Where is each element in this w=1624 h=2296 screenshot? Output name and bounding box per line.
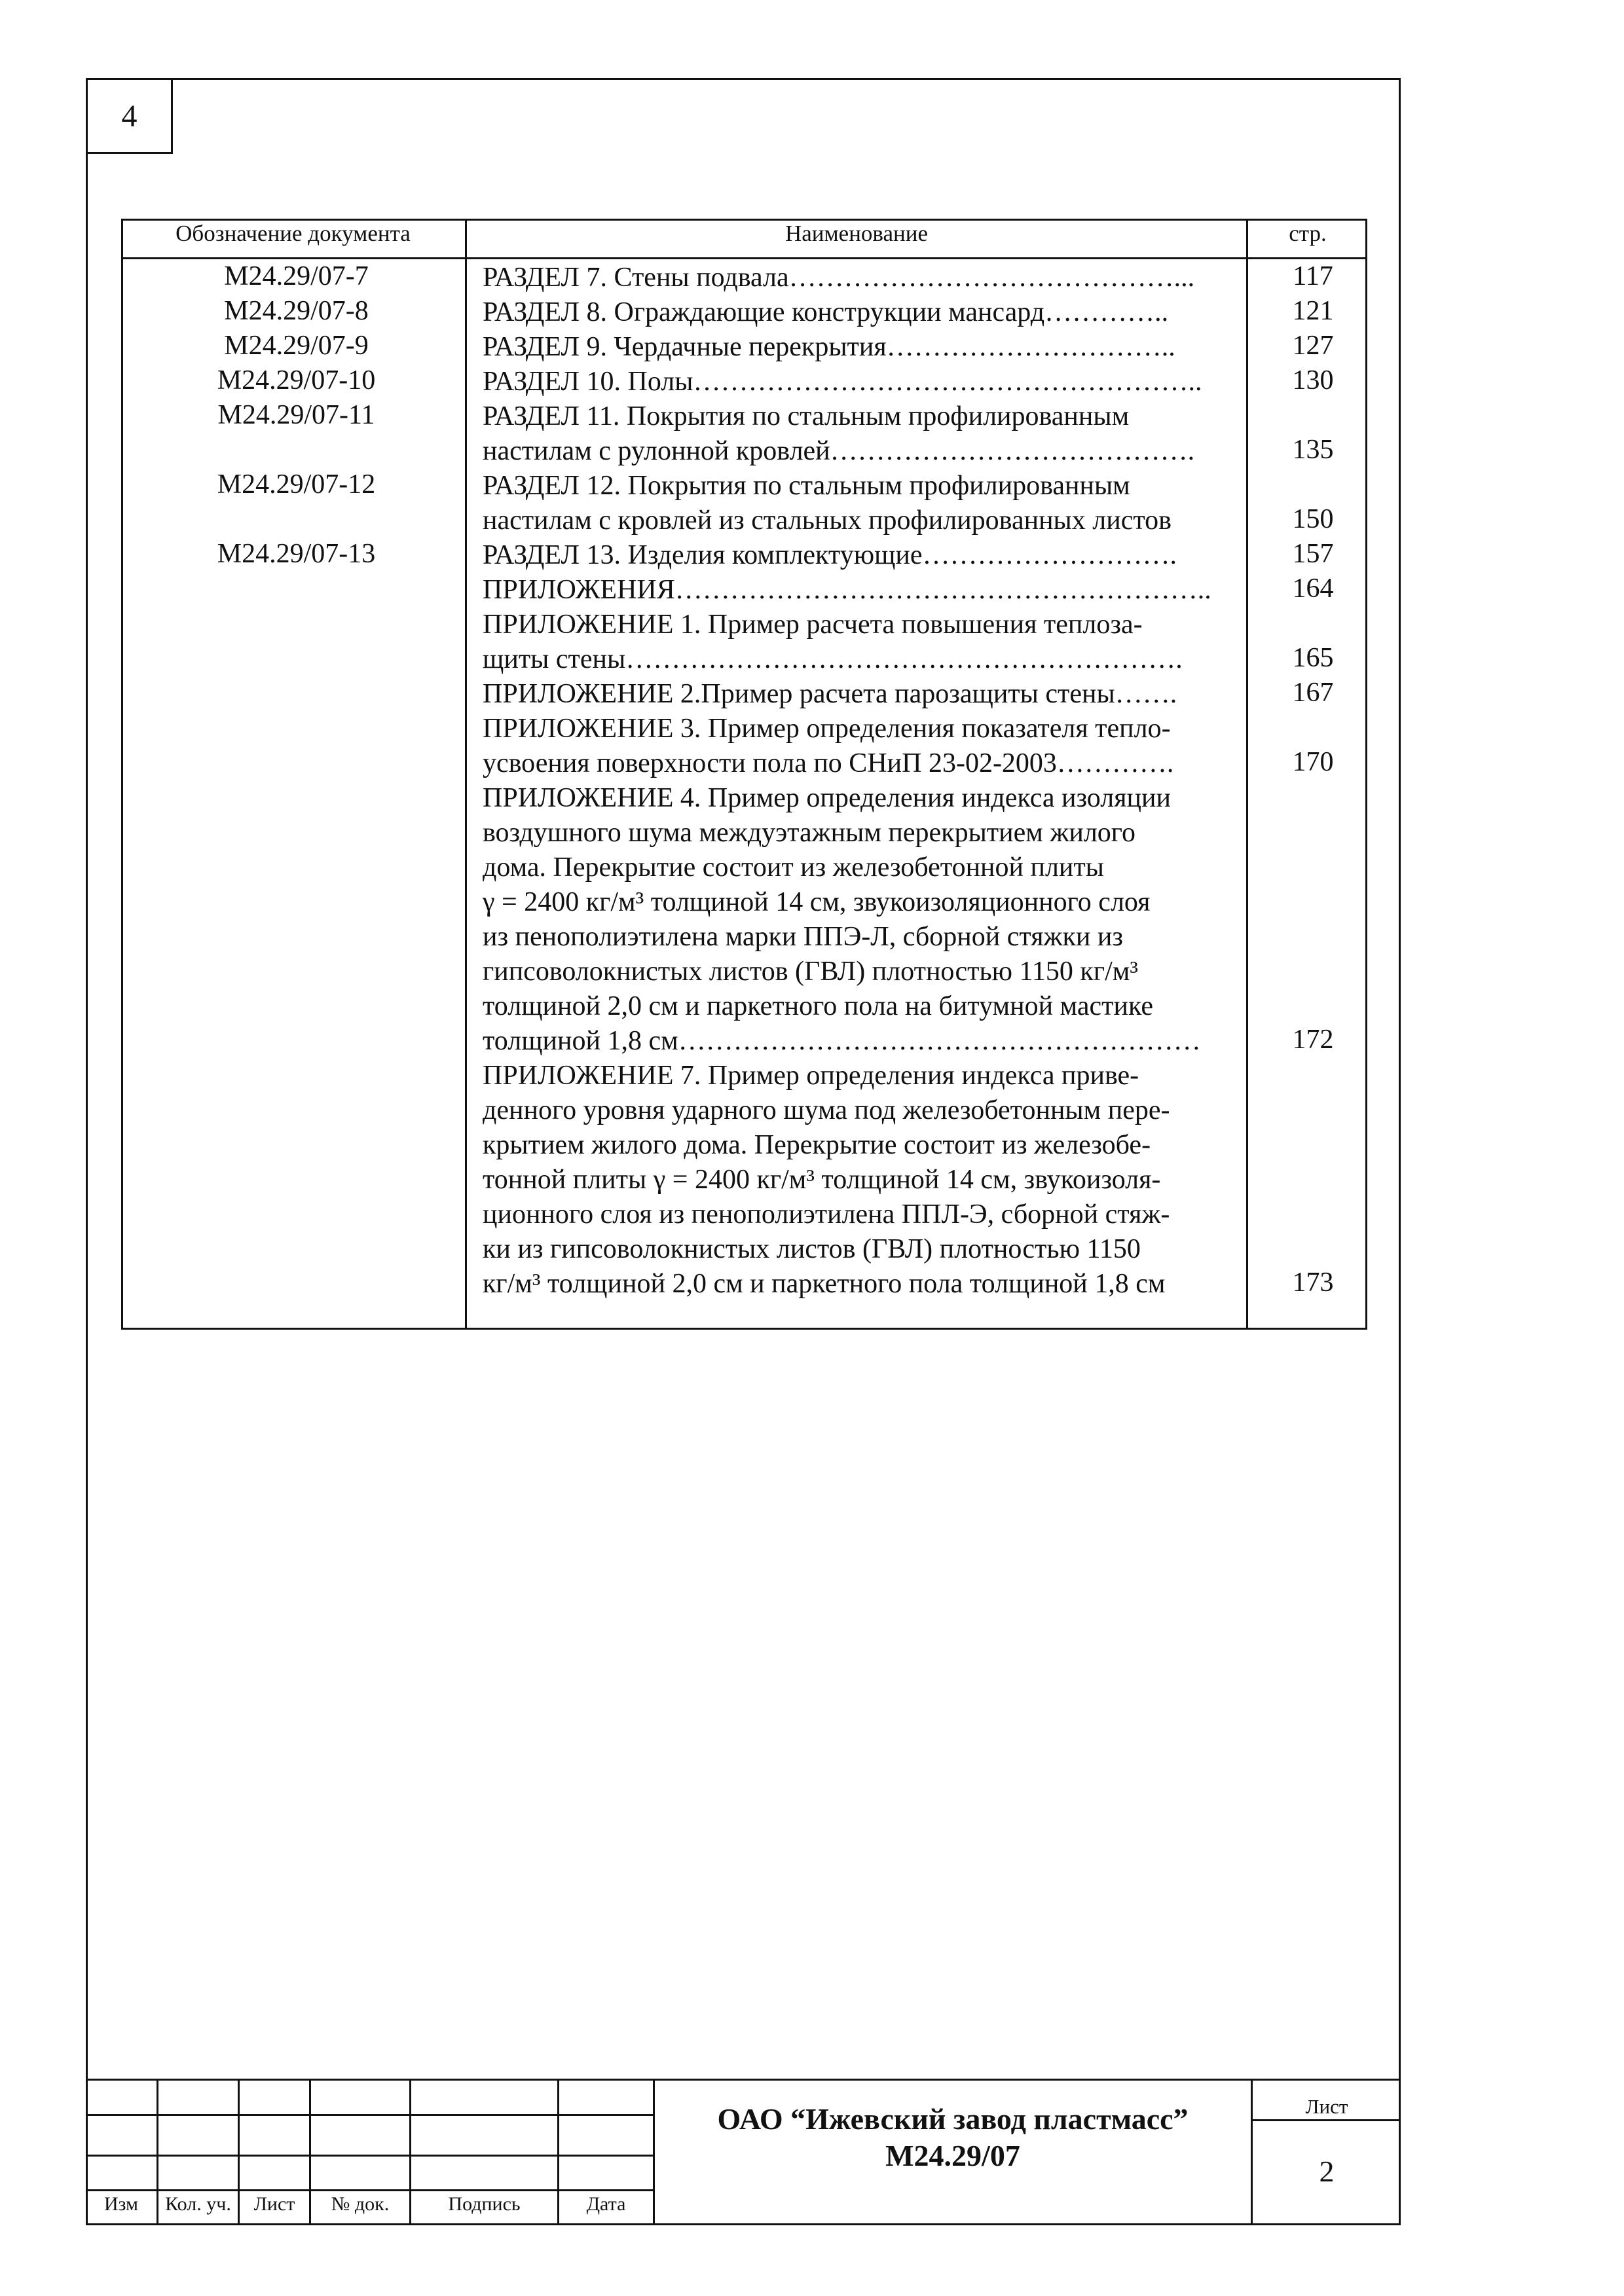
col-divider-2 bbox=[1246, 219, 1248, 1330]
row-code: М24.29/07-10 bbox=[217, 365, 376, 395]
row-title-line: РАЗДЕЛ 13. Изделия комплектующие………………………. bbox=[483, 540, 1177, 570]
row-title-line: ПРИЛОЖЕНИЕ 3. Пример определения показателя тепло- bbox=[483, 714, 1171, 744]
row-title-line: γ = 2400 кг/м³ толщиной 14 см, звукоизоляционного слоя bbox=[483, 887, 1151, 917]
header-code: Обозначение документа bbox=[175, 221, 411, 246]
row-page: 127 bbox=[1292, 331, 1334, 361]
row-code: М24.29/07-12 bbox=[217, 469, 376, 500]
row-title-line: РАЗДЕЛ 10. Полы……………………………………………….. bbox=[483, 367, 1202, 397]
row-page: 173 bbox=[1292, 1267, 1334, 1298]
row-page: 165 bbox=[1292, 643, 1334, 673]
row-title-line: гипсоволокнистых листов (ГВЛ) плотностью 1150 кг/м³ bbox=[483, 957, 1138, 987]
row-page: 150 bbox=[1292, 504, 1334, 534]
page-number: 4 bbox=[121, 98, 138, 134]
row-title-line: РАЗДЕЛ 8. Ограждающие конструкции мансард………….. bbox=[483, 297, 1169, 327]
row-page: 164 bbox=[1292, 574, 1334, 604]
row-title-line: ПРИЛОЖЕНИЕ 1. Пример расчета повышения теплоза- bbox=[483, 610, 1143, 640]
row-title-line: ционного слоя из пенополиэтилена ППЛ-Э, сборной стяж- bbox=[483, 1199, 1170, 1230]
row-title-line: ПРИЛОЖЕНИЯ………………………………………………….. bbox=[483, 575, 1211, 605]
row-title-line: усвоения поверхности пола по СНиП 23-02-2003…………. bbox=[483, 748, 1174, 778]
row-title-line: РАЗДЕЛ 7. Стены подвала……………………………………... bbox=[483, 263, 1195, 293]
tb-col-kol: Кол. уч. bbox=[165, 2193, 231, 2215]
titleblock-row3 bbox=[86, 2189, 655, 2191]
tb-col-doc: № док. bbox=[331, 2193, 390, 2215]
tb-col-izm: Изм bbox=[103, 2193, 139, 2215]
row-code: М24.29/07-8 bbox=[224, 296, 369, 326]
titleblock-row2 bbox=[86, 2155, 655, 2157]
titleblock-top bbox=[86, 2079, 1401, 2081]
page-number-box bbox=[86, 78, 173, 154]
sheet-number: 2 bbox=[1319, 2155, 1335, 2188]
header-page: стр. bbox=[1289, 221, 1327, 246]
row-title-line: толщиной 1,8 см………………………………………………… bbox=[483, 1026, 1201, 1056]
row-title-line: толщиной 2,0 см и паркетного пола на битумной мастике bbox=[483, 991, 1153, 1021]
header-name: Наименование bbox=[784, 221, 929, 246]
row-page: 135 bbox=[1292, 435, 1334, 465]
row-code: М24.29/07-7 bbox=[224, 261, 369, 291]
tb-col-list: Лист bbox=[253, 2193, 295, 2215]
row-code: М24.29/07-13 bbox=[217, 539, 376, 569]
document-code: М24.29/07 bbox=[885, 2139, 1020, 2172]
row-title-line: воздушного шума междуэтажным перекрытием жилого bbox=[483, 818, 1135, 848]
titleblock-row1 bbox=[86, 2114, 655, 2116]
titleblock-sheet-divider bbox=[1251, 2119, 1401, 2121]
row-page: 157 bbox=[1292, 539, 1334, 569]
row-title-line: настилам с рулонной кровлей…………………………………. bbox=[483, 436, 1195, 466]
row-title-line: РАЗДЕЛ 9. Чердачные перекрытия………………………….. bbox=[483, 332, 1175, 362]
row-title-line: дома. Перекрытие состоит из железобетонной плиты bbox=[483, 852, 1104, 883]
row-title-line: из пенополиэтилена марки ППЭ-Л, сборной стяжки из bbox=[483, 922, 1123, 952]
tb-col-sign: Подпись bbox=[448, 2193, 521, 2215]
row-title-line: ПРИЛОЖЕНИЕ 2.Пример расчета парозащиты стены……. bbox=[483, 679, 1177, 709]
row-title-line: денного уровня ударного шума под железобетонным пере- bbox=[483, 1095, 1170, 1125]
row-title-line: кг/м³ толщиной 2,0 см и паркетного пола толщиной 1,8 см bbox=[483, 1269, 1166, 1299]
row-page: 121 bbox=[1292, 296, 1334, 326]
tb-col-date: Дата bbox=[586, 2193, 626, 2215]
row-title-line: ПРИЛОЖЕНИЕ 4. Пример определения индекса изоляции bbox=[483, 783, 1171, 813]
row-title-line: тонной плиты γ = 2400 кг/м³ толщиной 14 см, звукоизоля- bbox=[483, 1165, 1161, 1195]
row-title-line: РАЗДЕЛ 11. Покрытия по стальным профилированным bbox=[483, 401, 1130, 431]
row-title-line: щиты стены……………………………………………………. bbox=[483, 644, 1183, 674]
row-title-line: ки из гипсоволокнистых листов (ГВЛ) плотностью 1150 bbox=[483, 1234, 1141, 1264]
header-divider bbox=[121, 257, 1367, 259]
organization-name: ОАО “Ижевский завод пластмасс” bbox=[717, 2102, 1189, 2136]
row-code: М24.29/07-9 bbox=[224, 331, 369, 361]
row-page: 130 bbox=[1292, 365, 1334, 395]
row-title-line: настилам с кровлей из стальных профилированных листов bbox=[483, 505, 1172, 536]
row-page: 170 bbox=[1292, 747, 1334, 777]
row-title-line: РАЗДЕЛ 12. Покрытия по стальным профилированным bbox=[483, 471, 1130, 501]
row-page: 117 bbox=[1293, 261, 1333, 291]
row-page: 172 bbox=[1292, 1025, 1334, 1055]
row-code: М24.29/07-11 bbox=[217, 400, 375, 430]
row-page: 167 bbox=[1292, 678, 1334, 708]
sheet-label: Лист bbox=[1305, 2095, 1348, 2118]
row-title-line: ПРИЛОЖЕНИЕ 7. Пример определения индекса приве- bbox=[483, 1061, 1139, 1091]
row-title-line: крытием жилого дома. Перекрытие состоит из железобе- bbox=[483, 1130, 1151, 1160]
